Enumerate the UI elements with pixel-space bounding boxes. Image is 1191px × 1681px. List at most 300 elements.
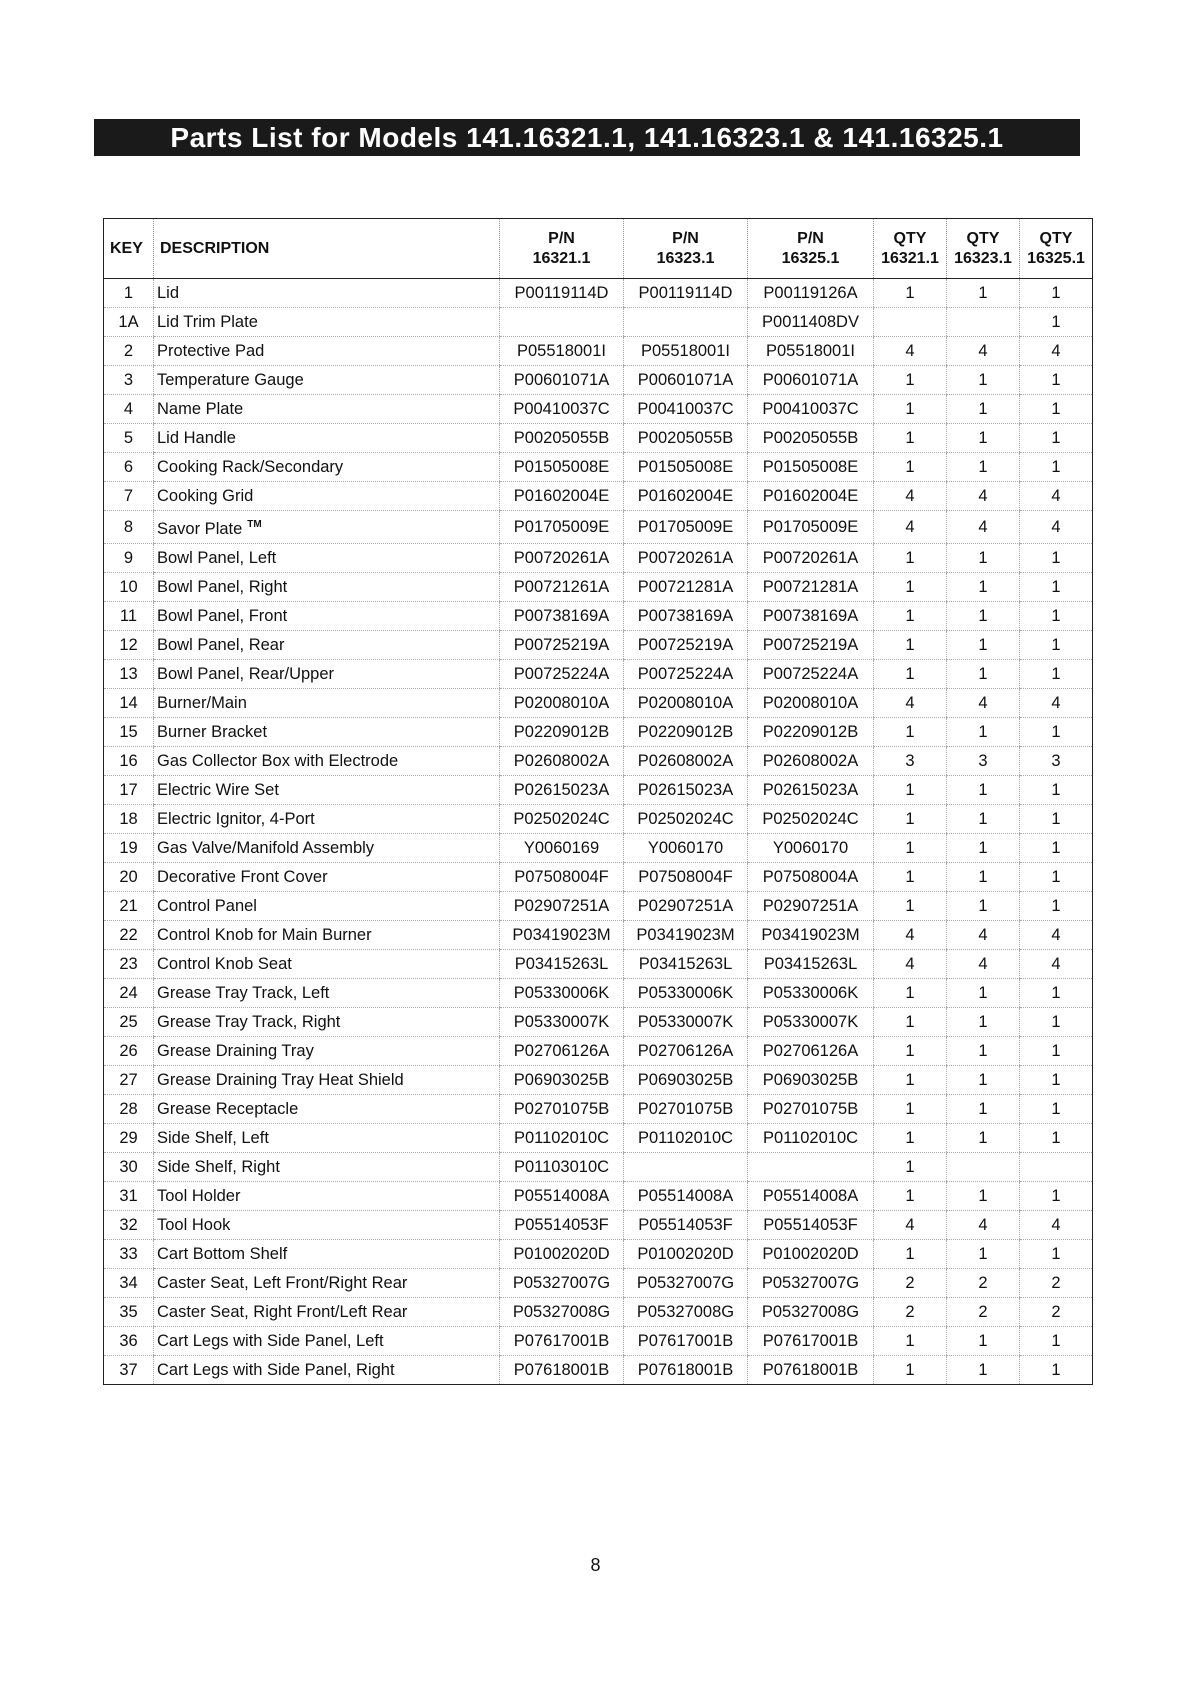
- cell-quantity: 1: [947, 1037, 1020, 1066]
- cell-key: 7: [104, 482, 154, 511]
- description-text: Cart Bottom Shelf: [157, 1245, 288, 1263]
- cell-key: 36: [104, 1327, 154, 1356]
- cell-key: 31: [104, 1182, 154, 1211]
- cell-quantity: 1: [874, 395, 947, 424]
- cell-description: [154, 950, 500, 979]
- cell-part-number: P00410037C: [624, 395, 748, 424]
- cell-quantity: 3: [1020, 747, 1093, 776]
- cell-key: 1: [104, 279, 154, 308]
- cell-part-number: P05514053F: [748, 1211, 874, 1240]
- cell-quantity: 1: [874, 1327, 947, 1356]
- cell-quantity: 1: [947, 718, 1020, 747]
- cell-part-number: P01002020D: [624, 1240, 748, 1269]
- cell-part-number: P01102010C: [500, 1124, 624, 1153]
- header-pn-label: P/N: [548, 229, 575, 247]
- cell-part-number: P05330007K: [500, 1008, 624, 1037]
- cell-part-number: P02907251A: [748, 892, 874, 921]
- cell-part-number: P05330006K: [624, 979, 748, 1008]
- page-title: Parts List for Models 141.16321.1, 141.16323.1 & 141.16325.1: [94, 119, 1080, 156]
- cell-description: [154, 834, 500, 863]
- cell-part-number: P07618001B: [624, 1356, 748, 1385]
- cell-part-number: P05514053F: [624, 1211, 748, 1240]
- cell-quantity: 1: [1020, 1182, 1093, 1211]
- cell-part-number: [748, 1153, 874, 1182]
- cell-part-number: P06903025B: [624, 1066, 748, 1095]
- cell-quantity: 1: [874, 979, 947, 1008]
- cell-quantity: 3: [947, 747, 1020, 776]
- header-qty-16323: [947, 219, 1020, 279]
- cell-description: [154, 1327, 500, 1356]
- cell-quantity: 1: [947, 1182, 1020, 1211]
- cell-description: [154, 366, 500, 395]
- cell-quantity: 4: [947, 482, 1020, 511]
- cell-quantity: 1: [947, 573, 1020, 602]
- cell-quantity: 1: [874, 366, 947, 395]
- table-row: [104, 1182, 1093, 1211]
- cell-description: [154, 921, 500, 950]
- table-row: [104, 308, 1093, 337]
- cell-key: 4: [104, 395, 154, 424]
- cell-part-number: P02706126A: [748, 1037, 874, 1066]
- cell-description: [154, 747, 500, 776]
- cell-part-number: P00725224A: [624, 660, 748, 689]
- table-row: [104, 1211, 1093, 1240]
- description-text: Bowl Panel, Left: [157, 549, 277, 567]
- cell-quantity: 1: [947, 892, 1020, 921]
- description-text: Grease Receptacle: [157, 1100, 299, 1118]
- cell-quantity: 1: [1020, 1124, 1093, 1153]
- cell-quantity: 4: [874, 1211, 947, 1240]
- cell-quantity: 4: [1020, 921, 1093, 950]
- description-text: Bowl Panel, Right: [157, 578, 288, 596]
- cell-part-number: P05514008A: [748, 1182, 874, 1211]
- cell-quantity: 1: [947, 366, 1020, 395]
- description-text: Cart Legs with Side Panel, Right: [157, 1361, 395, 1379]
- cell-quantity: 1: [874, 776, 947, 805]
- cell-quantity: 1: [874, 1008, 947, 1037]
- cell-quantity: 1: [874, 424, 947, 453]
- cell-description: [154, 395, 500, 424]
- cell-quantity: 1: [947, 863, 1020, 892]
- cell-key: 33: [104, 1240, 154, 1269]
- cell-description: [154, 1037, 500, 1066]
- cell-part-number: P02615023A: [500, 776, 624, 805]
- trademark-mark: TM: [247, 519, 262, 530]
- description-text: Bowl Panel, Rear/Upper: [157, 665, 335, 683]
- cell-part-number: P07508004F: [500, 863, 624, 892]
- cell-quantity: 1: [947, 805, 1020, 834]
- cell-part-number: Y0060170: [624, 834, 748, 863]
- cell-part-number: P00738169A: [624, 602, 748, 631]
- description-text: Electric Ignitor, 4-Port: [157, 810, 315, 828]
- cell-key: 25: [104, 1008, 154, 1037]
- cell-quantity: 4: [947, 921, 1020, 950]
- table-row: [104, 1298, 1093, 1327]
- parts-table-body: [104, 279, 1093, 1385]
- cell-key: 37: [119, 1361, 138, 1379]
- cell-quantity: 1: [947, 1095, 1020, 1124]
- table-row: [104, 511, 1093, 544]
- cell-quantity: 1: [947, 1066, 1020, 1095]
- description-text: Tool Hook: [157, 1216, 231, 1234]
- cell-quantity: 1: [947, 424, 1020, 453]
- table-row: [104, 1356, 1093, 1385]
- cell-quantity: 1: [1020, 718, 1093, 747]
- cell-quantity: 1: [947, 279, 1020, 308]
- cell-part-number: P00725224A: [748, 660, 874, 689]
- cell-quantity: 1: [874, 863, 947, 892]
- cell-part-number: P05330006K: [500, 979, 624, 1008]
- table-row: [104, 660, 1093, 689]
- cell-part-number: P05518001I: [500, 337, 624, 366]
- cell-quantity: 1: [1020, 424, 1093, 453]
- cell-quantity: 1: [1020, 308, 1093, 337]
- cell-quantity: 1: [1020, 1240, 1093, 1269]
- cell-key: 34: [104, 1269, 154, 1298]
- cell-part-number: P05330006K: [748, 979, 874, 1008]
- cell-part-number: P05327008G: [624, 1298, 748, 1327]
- cell-quantity: 4: [874, 950, 947, 979]
- cell-key: 19: [104, 834, 154, 863]
- description-text: Electric Wire Set: [157, 781, 279, 799]
- cell-key: 14: [104, 689, 154, 718]
- cell-part-number: P00721261A: [500, 573, 624, 602]
- cell-quantity: 1: [947, 1240, 1020, 1269]
- cell-part-number: P05327008G: [748, 1298, 874, 1327]
- cell-quantity: 1: [1020, 863, 1093, 892]
- cell-quantity: 1: [1020, 602, 1093, 631]
- cell-key: 26: [104, 1037, 154, 1066]
- cell-description: [154, 482, 500, 511]
- table-row: [104, 921, 1093, 950]
- cell-part-number: P07508004A: [748, 863, 874, 892]
- cell-part-number: P02008010A: [624, 689, 748, 718]
- description-text: Savor Plate: [157, 520, 243, 538]
- cell-quantity: 1: [1020, 453, 1093, 482]
- cell-quantity: 3: [874, 747, 947, 776]
- cell-quantity: 1: [947, 1008, 1020, 1037]
- cell-quantity: 1: [1020, 892, 1093, 921]
- cell-part-number: P00725219A: [500, 631, 624, 660]
- cell-quantity: 1: [874, 1037, 947, 1066]
- cell-key: 2: [104, 337, 154, 366]
- table-row: [104, 453, 1093, 482]
- cell-part-number: P02209012B: [624, 718, 748, 747]
- cell-key: 6: [104, 453, 154, 482]
- cell-quantity: 1: [947, 544, 1020, 573]
- cell-description: [154, 863, 500, 892]
- description-text: Bowl Panel, Front: [157, 607, 288, 625]
- cell-part-number: P05327007G: [624, 1269, 748, 1298]
- header-qty-label: QTY: [1039, 229, 1073, 247]
- cell-key: 12: [104, 631, 154, 660]
- cell-description: [154, 573, 500, 602]
- cell-part-number: P05330007K: [748, 1008, 874, 1037]
- cell-part-number: P02502024C: [624, 805, 748, 834]
- parts-list-table: [103, 218, 1093, 1385]
- description-text: Cart Legs with Side Panel, Left: [157, 1332, 384, 1350]
- cell-part-number: P05518001I: [624, 337, 748, 366]
- description-text: Tool Holder: [157, 1187, 241, 1205]
- cell-quantity: 1: [947, 631, 1020, 660]
- cell-quantity: 1: [874, 1066, 947, 1095]
- cell-part-number: P05327007G: [500, 1269, 624, 1298]
- table-row: [104, 1008, 1093, 1037]
- header-model: 16325.1: [781, 249, 840, 267]
- cell-quantity: 1: [947, 453, 1020, 482]
- description-text: Burner/Main: [157, 694, 247, 712]
- cell-part-number: P02907251A: [624, 892, 748, 921]
- description-text: Side Shelf, Right: [157, 1158, 280, 1176]
- description-text: Decorative Front Cover: [157, 868, 328, 886]
- cell-quantity: 1: [874, 1095, 947, 1124]
- cell-quantity: 1: [874, 544, 947, 573]
- description-text: Protective Pad: [157, 342, 265, 360]
- cell-part-number: P00205055B: [500, 424, 624, 453]
- cell-part-number: P02608002A: [500, 747, 624, 776]
- header-model: 16323.1: [954, 249, 1012, 267]
- cell-description: [154, 1153, 500, 1182]
- cell-quantity: 1: [1020, 1356, 1093, 1385]
- cell-quantity: 1: [1020, 1066, 1093, 1095]
- cell-part-number: P00119126A: [748, 279, 874, 308]
- cell-quantity: 4: [947, 950, 1020, 979]
- cell-quantity: 4: [1020, 1211, 1093, 1240]
- cell-part-number: P00205055B: [624, 424, 748, 453]
- cell-key: 21: [104, 892, 154, 921]
- cell-quantity: 4: [1020, 337, 1093, 366]
- cell-part-number: P00738169A: [500, 602, 624, 631]
- table-row: [104, 1240, 1093, 1269]
- cell-quantity: 1: [874, 1182, 947, 1211]
- cell-key: 23: [104, 950, 154, 979]
- cell-quantity: 1: [1020, 660, 1093, 689]
- cell-part-number: P02701075B: [748, 1095, 874, 1124]
- cell-key: 11: [104, 602, 154, 631]
- cell-part-number: P01602004E: [624, 482, 748, 511]
- cell-quantity: 1: [874, 573, 947, 602]
- cell-description: [154, 631, 500, 660]
- cell-description: [154, 805, 500, 834]
- description-text: Grease Tray Track, Left: [157, 984, 330, 1002]
- cell-quantity: 1: [1020, 1327, 1093, 1356]
- cell-quantity: 4: [1020, 950, 1093, 979]
- cell-part-number: P00721281A: [748, 573, 874, 602]
- cell-description: [154, 1298, 500, 1327]
- cell-part-number: P00205055B: [748, 424, 874, 453]
- cell-description: [154, 660, 500, 689]
- cell-quantity: 1: [874, 631, 947, 660]
- description-text: Control Knob Seat: [157, 955, 292, 973]
- table-row: [104, 1153, 1093, 1182]
- cell-description: [154, 1008, 500, 1037]
- table-row: [104, 631, 1093, 660]
- cell-part-number: P01505008E: [624, 453, 748, 482]
- cell-quantity: 4: [947, 1211, 1020, 1240]
- cell-quantity: 4: [874, 511, 947, 544]
- table-row: [104, 805, 1093, 834]
- cell-key: 22: [104, 921, 154, 950]
- cell-quantity: 1: [1020, 544, 1093, 573]
- cell-quantity: 1: [874, 805, 947, 834]
- cell-part-number: P02701075B: [500, 1095, 624, 1124]
- cell-quantity: 2: [1020, 1298, 1093, 1327]
- cell-part-number: [624, 308, 748, 337]
- cell-quantity: 2: [947, 1298, 1020, 1327]
- cell-quantity: 1: [947, 1356, 1020, 1385]
- cell-quantity: 4: [874, 337, 947, 366]
- cell-part-number: [500, 308, 624, 337]
- table-row: [104, 689, 1093, 718]
- cell-part-number: P01102010C: [624, 1124, 748, 1153]
- cell-quantity: 1: [1020, 395, 1093, 424]
- cell-description: [154, 718, 500, 747]
- page-number: 8: [590, 1555, 601, 1575]
- header-model: 16321.1: [532, 249, 591, 267]
- cell-part-number: P00725219A: [624, 631, 748, 660]
- cell-quantity: [874, 308, 947, 337]
- cell-key: 3: [104, 366, 154, 395]
- table-row: [104, 544, 1093, 573]
- description-text: Side Shelf, Left: [157, 1129, 269, 1147]
- cell-part-number: P05514008A: [624, 1182, 748, 1211]
- header-description: DESCRIPTION: [154, 219, 500, 279]
- cell-quantity: 4: [874, 689, 947, 718]
- table-row: [104, 573, 1093, 602]
- cell-key: 8: [104, 511, 154, 544]
- table-row: [104, 602, 1093, 631]
- cell-part-number: P01505008E: [500, 453, 624, 482]
- cell-quantity: 1: [874, 453, 947, 482]
- cell-part-number: P06903025B: [748, 1066, 874, 1095]
- cell-description: [154, 776, 500, 805]
- cell-description: [154, 544, 500, 573]
- cell-quantity: 1: [874, 834, 947, 863]
- cell-part-number: P02502024C: [748, 805, 874, 834]
- description-text: Cooking Rack/Secondary: [157, 458, 344, 476]
- cell-part-number: P05327007G: [748, 1269, 874, 1298]
- cell-quantity: 4: [1020, 511, 1093, 544]
- cell-part-number: P03415263L: [624, 950, 748, 979]
- table-row: [104, 1269, 1093, 1298]
- cell-quantity: 1: [947, 1327, 1020, 1356]
- table-row: [104, 1327, 1093, 1356]
- description-text: Control Panel: [157, 897, 257, 915]
- cell-part-number: P07617001B: [624, 1327, 748, 1356]
- cell-key: 15: [104, 718, 154, 747]
- cell-quantity: 1: [874, 1356, 947, 1385]
- cell-part-number: P03415263L: [748, 950, 874, 979]
- cell-part-number: P00601071A: [500, 366, 624, 395]
- cell-description: [154, 602, 500, 631]
- cell-part-number: P0011408DV: [748, 308, 874, 337]
- header-pn-16321: [500, 219, 624, 279]
- cell-quantity: 1: [874, 1153, 947, 1182]
- cell-part-number: Y0060169: [500, 834, 624, 863]
- cell-description: [154, 1356, 500, 1385]
- cell-description: [154, 1182, 500, 1211]
- cell-part-number: P00119114D: [500, 279, 624, 308]
- cell-key: 17: [104, 776, 154, 805]
- cell-part-number: P03415263L: [500, 950, 624, 979]
- cell-quantity: 1: [1020, 573, 1093, 602]
- cell-part-number: Y0060170: [748, 834, 874, 863]
- header-pn-label: P/N: [797, 229, 824, 247]
- cell-key: 29: [104, 1124, 154, 1153]
- header-key: KEY: [104, 219, 154, 279]
- cell-part-number: P02502024C: [500, 805, 624, 834]
- cell-quantity: 1: [874, 660, 947, 689]
- cell-part-number: P03419023M: [748, 921, 874, 950]
- cell-part-number: P00720261A: [748, 544, 874, 573]
- table-row: [104, 337, 1093, 366]
- header-qty-16321: [874, 219, 947, 279]
- header-model: 16323.1: [656, 249, 715, 267]
- cell-quantity: 1: [1020, 366, 1093, 395]
- cell-part-number: P05330007K: [624, 1008, 748, 1037]
- cell-part-number: P02615023A: [624, 776, 748, 805]
- cell-part-number: P06903025B: [500, 1066, 624, 1095]
- cell-key: 10: [104, 573, 154, 602]
- cell-quantity: 1: [874, 1124, 947, 1153]
- cell-part-number: P01705009E: [500, 511, 624, 544]
- cell-part-number: P00725224A: [500, 660, 624, 689]
- cell-quantity: 1: [1020, 1095, 1093, 1124]
- cell-quantity: 1: [874, 718, 947, 747]
- table-row: [104, 892, 1093, 921]
- table-row: [104, 1066, 1093, 1095]
- cell-part-number: [624, 1153, 748, 1182]
- cell-key: 35: [104, 1298, 154, 1327]
- cell-key: 20: [104, 863, 154, 892]
- cell-key: 16: [104, 747, 154, 776]
- cell-part-number: P01602004E: [748, 482, 874, 511]
- cell-quantity: 1: [1020, 1037, 1093, 1066]
- cell-description: [154, 453, 500, 482]
- cell-part-number: P00601071A: [624, 366, 748, 395]
- table-row: [104, 1124, 1093, 1153]
- cell-key: 28: [104, 1095, 154, 1124]
- cell-part-number: P02706126A: [624, 1037, 748, 1066]
- header-pn-label: P/N: [672, 229, 699, 247]
- cell-quantity: 4: [947, 689, 1020, 718]
- header-model: 16325.1: [1027, 249, 1085, 267]
- description-text: Lid Handle: [157, 429, 236, 447]
- cell-part-number: P00738169A: [748, 602, 874, 631]
- cell-key: 30: [104, 1153, 154, 1182]
- table-row: [104, 1095, 1093, 1124]
- cell-quantity: 1: [874, 279, 947, 308]
- cell-quantity: 1: [947, 395, 1020, 424]
- cell-quantity: 4: [947, 337, 1020, 366]
- cell-quantity: 4: [874, 921, 947, 950]
- cell-description: [154, 511, 500, 544]
- cell-part-number: P01102010C: [748, 1124, 874, 1153]
- cell-part-number: P07618001B: [748, 1356, 874, 1385]
- cell-part-number: P01705009E: [748, 511, 874, 544]
- description-text: Bowl Panel, Rear: [157, 636, 285, 654]
- cell-description: [154, 1066, 500, 1095]
- cell-part-number: P05518001I: [748, 337, 874, 366]
- cell-part-number: P02008010A: [500, 689, 624, 718]
- cell-quantity: 1: [947, 776, 1020, 805]
- cell-part-number: P00720261A: [624, 544, 748, 573]
- cell-part-number: P07617001B: [500, 1327, 624, 1356]
- cell-quantity: 1: [1020, 805, 1093, 834]
- cell-quantity: 1: [874, 892, 947, 921]
- cell-part-number: P07508004F: [624, 863, 748, 892]
- table-row: [104, 979, 1093, 1008]
